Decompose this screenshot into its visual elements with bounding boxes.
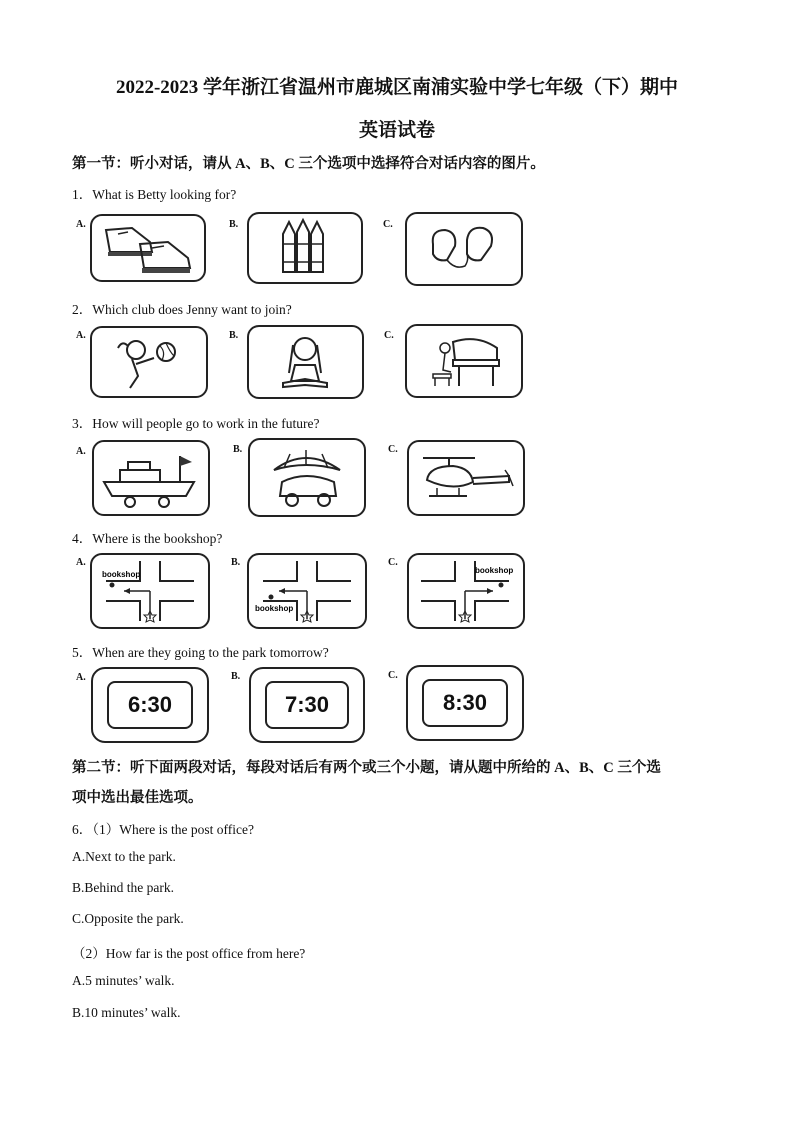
- piano-icon: [407, 326, 521, 396]
- mittens-picture: [405, 212, 523, 286]
- section1-heading: 第一节：听小对话，请从 A、B、C 三个选项中选择符合对话内容的图片。: [72, 156, 545, 172]
- helicopter-picture: [407, 440, 525, 516]
- option-letter-c: C.: [388, 444, 398, 455]
- option-letter-c: C.: [388, 670, 398, 681]
- bookshop-label: bookshop: [255, 604, 294, 613]
- section2-heading-line2: 项中选出最佳选项。: [72, 790, 203, 806]
- volleyball-girl-icon: [92, 328, 206, 396]
- flying-car-icon: [250, 440, 364, 515]
- mittens-icon: [407, 214, 521, 284]
- option-letter-a: A.: [76, 219, 86, 230]
- option-letter-b: B.: [231, 671, 241, 682]
- clock-a-time: 6:30: [107, 681, 193, 729]
- flying-car-picture: [248, 438, 366, 517]
- map-bottom-left-picture: [247, 553, 367, 629]
- q6-2-option-a: A.5 minutes’ walk.: [72, 973, 175, 988]
- question-3: 3．How will people go to work in the future?: [72, 416, 320, 431]
- q6-1-option-c: C.Opposite the park.: [72, 911, 184, 926]
- clock-c: [406, 665, 524, 741]
- question-1: 1．What is Betty looking for?: [72, 187, 237, 202]
- option-letter-b: B.: [229, 219, 239, 230]
- crossroad-map-icon: [92, 555, 208, 627]
- crayons-icon: [249, 214, 361, 282]
- piano-picture: [405, 324, 523, 398]
- bookshop-label: bookshop: [475, 566, 514, 575]
- ship-car-icon: [94, 442, 208, 514]
- sneakers-picture: [90, 214, 206, 282]
- q6-2-option-b: B.10 minutes’ walk.: [72, 1005, 181, 1020]
- exam-title-line2: 英语试卷: [358, 120, 435, 141]
- question-4: 4．Where is the bookshop?: [72, 531, 223, 546]
- option-letter-b: B.: [233, 444, 243, 455]
- clock-a: [91, 667, 209, 743]
- option-letter-c: C.: [383, 219, 393, 230]
- crayons-picture: [247, 212, 363, 284]
- option-letter-a: A.: [76, 672, 86, 683]
- reading-girl-picture: [247, 325, 364, 399]
- option-letter-a: A.: [76, 446, 86, 457]
- crossroad-map-icon: [409, 555, 523, 627]
- question-6-2: （2）How far is the post office from here?: [72, 946, 306, 961]
- question-6-1: 6．（1）Where is the post office?: [72, 822, 254, 837]
- option-letter-c: C.: [384, 330, 394, 341]
- option-letter-a: A.: [76, 557, 86, 568]
- option-letter-c: C.: [388, 557, 398, 568]
- question-2: 2．Which club does Jenny want to join?: [72, 302, 292, 317]
- clock-c-time: 8:30: [422, 679, 508, 727]
- clock-b-time: 7:30: [265, 681, 349, 729]
- option-letter-b: B.: [231, 557, 241, 568]
- question-5: 5．When are they going to the park tomorrow?: [72, 645, 329, 660]
- option-letter-b: B.: [229, 330, 239, 341]
- section2-heading-line1: 第二节：听下面两段对话，每段对话后有两个或三个小题，请从题中所给的 A、B、C 三个选: [72, 760, 661, 776]
- reading-girl-icon: [249, 327, 362, 397]
- bookshop-label: bookshop: [102, 570, 141, 579]
- map-top-left-picture: [90, 553, 210, 629]
- volleyball-girl-picture: [90, 326, 208, 398]
- option-letter-a: A.: [76, 330, 86, 341]
- q6-1-option-b: B.Behind the park.: [72, 880, 174, 895]
- map-top-right-picture: [407, 553, 525, 629]
- q6-1-option-a: A.Next to the park.: [72, 849, 176, 864]
- ship-car-picture: [92, 440, 210, 516]
- crossroad-map-icon: [249, 555, 365, 627]
- clock-b: [249, 667, 365, 743]
- exam-title-line1: 2022-2023 学年浙江省温州市鹿城区南浦实验中学七年级（下）期中: [115, 77, 679, 98]
- helicopter-icon: [409, 442, 523, 514]
- sneakers-icon: [92, 216, 204, 280]
